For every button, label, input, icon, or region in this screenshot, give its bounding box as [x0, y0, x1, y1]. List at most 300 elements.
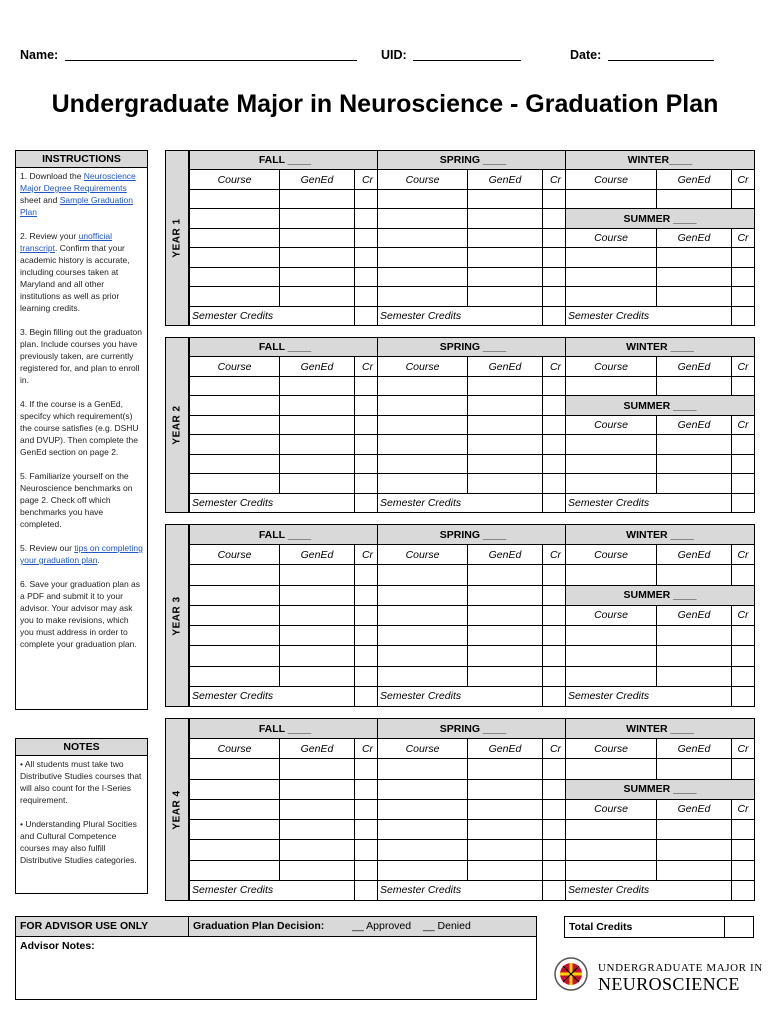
instruction-step-3: 3. Begin filling out the graduaton plan. Include courses you have previously taken, are currently registered for, and plan to enroll in.: [20, 327, 142, 385]
gened-cell[interactable]: [468, 820, 543, 840]
gened-cell[interactable]: [468, 248, 543, 267]
cr-column-header: Cr: [543, 170, 569, 189]
gened-cell[interactable]: [468, 189, 543, 208]
course-column-header: Course: [566, 739, 657, 759]
credit-cell[interactable]: [732, 565, 755, 585]
semester-credits-label: Semester Credits: [566, 493, 732, 512]
denied-option[interactable]: __ Denied: [422, 920, 471, 932]
tips-link[interactable]: tips on completing your graduation plan: [20, 543, 143, 565]
course-row: [190, 396, 381, 415]
course-cell[interactable]: [190, 565, 280, 585]
credit-cell[interactable]: [732, 860, 755, 880]
course-cell[interactable]: [190, 860, 280, 880]
year-label-text: YEAR 3: [171, 595, 183, 636]
semester-credits-label: Semester Credits: [378, 306, 543, 325]
course-row: [378, 435, 569, 454]
semester-credits-label: Semester Credits: [378, 493, 543, 512]
course-row: [190, 267, 381, 286]
course-column-header: Course: [190, 545, 280, 565]
course-cell[interactable]: [566, 646, 657, 666]
gened-column-header: GenEd: [468, 170, 543, 189]
note-1: • All students must take two Distributive Studies courses that will also count for the I-Series requirement.: [20, 759, 142, 805]
course-cell[interactable]: [190, 287, 280, 306]
gened-cell[interactable]: [657, 840, 732, 860]
fall-semester-table: [189, 150, 381, 326]
course-row: [190, 248, 381, 267]
credit-cell[interactable]: [732, 189, 755, 208]
course-cell[interactable]: [378, 376, 468, 395]
course-cell[interactable]: [378, 860, 468, 880]
summer-header: SUMMER ____: [566, 779, 755, 799]
course-cell[interactable]: [378, 820, 468, 840]
gened-cell[interactable]: [468, 415, 543, 434]
course-cell[interactable]: [566, 267, 657, 286]
course-cell[interactable]: [190, 646, 280, 666]
course-cell[interactable]: [190, 189, 280, 208]
page-title: Undergraduate Major in Neuroscience - Graduation Plan: [51, 90, 719, 118]
course-row: [378, 474, 569, 493]
gened-cell[interactable]: [280, 376, 355, 395]
winter-summer-table: [565, 718, 755, 901]
instruction-step-5a: 5. Familiarize yourself on the Neuroscience benchmarks on page 2. Check off which benchmarks you have completed.: [20, 471, 133, 529]
credit-cell[interactable]: [732, 820, 755, 840]
gened-cell[interactable]: [280, 287, 355, 306]
semester-credits-label: Semester Credits: [566, 880, 732, 900]
notes-heading: NOTES: [16, 739, 147, 756]
credit-cell[interactable]: [732, 267, 755, 286]
course-cell[interactable]: [190, 474, 280, 493]
semester-header: SPRING ____: [378, 719, 569, 739]
gened-cell[interactable]: [280, 228, 355, 247]
gened-cell[interactable]: [468, 209, 543, 228]
transcript-link[interactable]: unofficial transcript: [20, 231, 112, 253]
cr-column-header: Cr: [543, 739, 569, 759]
gened-cell[interactable]: [657, 565, 732, 585]
gened-column-header: GenEd: [468, 357, 543, 376]
course-column-header: Course: [190, 357, 280, 376]
credit-cell[interactable]: [732, 666, 755, 686]
course-cell[interactable]: [566, 189, 657, 208]
course-row: [190, 626, 381, 646]
course-cell[interactable]: [378, 287, 468, 306]
winter-header: WINTER ____: [566, 338, 755, 357]
gened-cell[interactable]: [468, 228, 543, 247]
cr-column-header: Cr: [355, 170, 381, 189]
total-credits-label: Total Credits: [565, 917, 725, 937]
course-cell[interactable]: [378, 840, 468, 860]
gened-cell[interactable]: [468, 585, 543, 605]
gened-cell[interactable]: [468, 454, 543, 473]
spring-semester-table: [377, 337, 569, 513]
credit-cell[interactable]: [732, 435, 755, 454]
credit-cell[interactable]: [732, 474, 755, 493]
gened-cell[interactable]: [468, 435, 543, 454]
semester-header: FALL ____: [190, 151, 381, 170]
gened-cell[interactable]: [468, 666, 543, 686]
winter-summer-table: [565, 524, 755, 707]
course-row: [190, 860, 381, 880]
course-cell[interactable]: [378, 799, 468, 819]
year-label-3: [165, 524, 189, 707]
gened-cell[interactable]: [280, 189, 355, 208]
course-cell[interactable]: [566, 820, 657, 840]
course-cell[interactable]: [378, 565, 468, 585]
course-row: [378, 840, 569, 860]
semester-credits-label: Semester Credits: [566, 686, 732, 706]
course-row: [190, 415, 381, 434]
uid-label: UID:: [381, 48, 407, 62]
course-cell[interactable]: [378, 474, 468, 493]
gened-cell[interactable]: [468, 376, 543, 395]
semester-credits-label: Semester Credits: [190, 686, 355, 706]
semester-credits-label: Semester Credits: [378, 880, 543, 900]
course-row: [378, 248, 569, 267]
summer-header: SUMMER ____: [566, 396, 755, 415]
gened-cell[interactable]: [657, 287, 732, 306]
gened-cell[interactable]: [280, 646, 355, 666]
course-cell[interactable]: [378, 396, 468, 415]
course-cell[interactable]: [566, 474, 657, 493]
gened-column-header: GenEd: [280, 739, 355, 759]
gened-cell[interactable]: [468, 287, 543, 306]
credit-cell[interactable]: [732, 646, 755, 666]
gened-cell[interactable]: [468, 799, 543, 819]
semester-credits-label: Semester Credits: [190, 493, 355, 512]
course-cell[interactable]: [378, 228, 468, 247]
spring-semester-table: [377, 150, 569, 326]
course-cell[interactable]: [190, 435, 280, 454]
logo-line-2: NEUROSCIENCE: [598, 974, 740, 994]
gened-column-header: GenEd: [657, 170, 732, 189]
gened-cell[interactable]: [280, 840, 355, 860]
course-cell[interactable]: [566, 759, 657, 779]
gened-cell[interactable]: [468, 840, 543, 860]
credit-cell[interactable]: [732, 454, 755, 473]
approved-option[interactable]: __ Approved: [352, 920, 412, 932]
gened-cell[interactable]: [657, 626, 732, 646]
course-cell[interactable]: [566, 376, 657, 395]
gened-cell[interactable]: [280, 820, 355, 840]
credit-cell[interactable]: [732, 376, 755, 395]
course-column-header: Course: [566, 545, 657, 565]
course-cell[interactable]: [566, 860, 657, 880]
gened-cell[interactable]: [657, 759, 732, 779]
course-cell[interactable]: [378, 605, 468, 625]
total-credits-value[interactable]: [725, 917, 753, 937]
course-cell[interactable]: [190, 820, 280, 840]
course-cell[interactable]: [566, 435, 657, 454]
course-cell[interactable]: [378, 779, 468, 799]
semester-credits-label: Semester Credits: [190, 880, 355, 900]
semester-header: FALL ____: [190, 719, 381, 739]
gened-cell[interactable]: [280, 779, 355, 799]
semester-credits-label: Semester Credits: [190, 306, 355, 325]
gened-cell[interactable]: [280, 435, 355, 454]
sample-plan-link[interactable]: Sample Graduation Plan: [20, 195, 133, 217]
course-row: [378, 189, 569, 208]
course-cell[interactable]: [566, 840, 657, 860]
gened-cell[interactable]: [657, 646, 732, 666]
course-cell[interactable]: [190, 396, 280, 415]
gened-cell[interactable]: [280, 454, 355, 473]
gened-column-header: GenEd: [280, 545, 355, 565]
course-cell[interactable]: [566, 287, 657, 306]
instruction-step-6: 6. Save your graduation plan as a PDF and submit it to your advisor. Your advisor may ask you to make revisions, which you must address in order to complete your graduation plan.: [20, 579, 141, 649]
cr-column-header: Cr: [355, 739, 381, 759]
gened-cell[interactable]: [657, 474, 732, 493]
cr-column-header: Cr: [732, 605, 755, 625]
gened-cell[interactable]: [657, 860, 732, 880]
course-row: [190, 759, 381, 779]
course-cell[interactable]: [190, 840, 280, 860]
year-label-1: [165, 150, 189, 326]
year-label-text: YEAR 2: [171, 405, 183, 445]
cr-column-header: Cr: [732, 415, 755, 434]
course-row: [378, 454, 569, 473]
gened-cell[interactable]: [280, 565, 355, 585]
course-column-header: Course: [378, 739, 468, 759]
course-row: [378, 799, 569, 819]
course-cell[interactable]: [378, 626, 468, 646]
course-row: [378, 396, 569, 415]
credit-cell[interactable]: [732, 287, 755, 306]
course-cell[interactable]: [378, 646, 468, 666]
name-label: Name:: [20, 48, 59, 62]
gened-cell[interactable]: [468, 626, 543, 646]
course-cell[interactable]: [190, 585, 280, 605]
gened-cell[interactable]: [280, 415, 355, 434]
gened-cell[interactable]: [468, 474, 543, 493]
gened-cell[interactable]: [468, 860, 543, 880]
course-row: [190, 209, 381, 228]
course-cell[interactable]: [190, 267, 280, 286]
course-column-header: Course: [378, 545, 468, 565]
note-2: • Understanding Plural Socities and Cultural Competence courses may also fulfill Distributive Studies categories.: [20, 819, 137, 865]
course-row: [378, 565, 569, 585]
gened-cell[interactable]: [657, 267, 732, 286]
course-cell[interactable]: [190, 799, 280, 819]
date-label: Date:: [570, 48, 602, 62]
advisor-heading: FOR ADVISOR USE ONLY: [16, 917, 189, 936]
gened-column-header: GenEd: [468, 739, 543, 759]
course-cell[interactable]: [190, 626, 280, 646]
semester-credits-label: Semester Credits: [378, 686, 543, 706]
course-row: [190, 474, 381, 493]
course-column-header: Course: [190, 739, 280, 759]
course-row: [378, 228, 569, 247]
semester-credits-value[interactable]: [732, 493, 755, 512]
advisor-panel: [15, 916, 537, 1000]
course-row: [190, 376, 381, 395]
course-column-header: Course: [566, 357, 657, 376]
decision-label: Graduation Plan Decision:: [193, 920, 325, 932]
gened-cell[interactable]: [657, 435, 732, 454]
cr-column-header: Cr: [732, 357, 755, 376]
gened-cell[interactable]: [280, 209, 355, 228]
summer-header: SUMMER ____: [566, 585, 755, 605]
course-row: [190, 585, 381, 605]
gened-column-header: GenEd: [280, 357, 355, 376]
semester-credits-label: Semester Credits: [566, 306, 732, 325]
course-cell[interactable]: [190, 454, 280, 473]
course-row: [190, 666, 381, 686]
course-column-header: Course: [378, 170, 468, 189]
course-row: [378, 415, 569, 434]
course-row: [190, 779, 381, 799]
gened-cell[interactable]: [280, 626, 355, 646]
course-cell[interactable]: [566, 565, 657, 585]
course-row: [378, 585, 569, 605]
winter-header: WINTER____: [566, 151, 755, 170]
course-row: [378, 820, 569, 840]
gened-cell[interactable]: [280, 248, 355, 267]
gened-column-header: GenEd: [657, 415, 732, 434]
semester-header: FALL ____: [190, 525, 381, 545]
gened-cell[interactable]: [280, 396, 355, 415]
course-cell[interactable]: [378, 666, 468, 686]
course-row: [378, 666, 569, 686]
fall-semester-table: [189, 718, 381, 901]
requirements-link[interactable]: Neuroscience Major Degree Requirements: [20, 171, 136, 193]
summer-header: SUMMER ____: [566, 209, 755, 228]
course-cell[interactable]: [190, 759, 280, 779]
gened-cell[interactable]: [468, 565, 543, 585]
course-cell[interactable]: [190, 666, 280, 686]
course-column-header: Course: [566, 228, 657, 247]
gened-cell[interactable]: [468, 396, 543, 415]
course-cell[interactable]: [378, 267, 468, 286]
gened-cell[interactable]: [657, 454, 732, 473]
course-row: [378, 376, 569, 395]
gened-cell[interactable]: [280, 799, 355, 819]
gened-cell[interactable]: [657, 248, 732, 267]
uid-field[interactable]: [381, 48, 521, 62]
university-seal-icon: [554, 954, 588, 994]
total-credits-box: [564, 916, 754, 938]
course-cell[interactable]: [190, 779, 280, 799]
semester-credits-value[interactable]: [732, 306, 755, 325]
course-cell[interactable]: [190, 248, 280, 267]
course-cell[interactable]: [190, 376, 280, 395]
course-cell[interactable]: [566, 454, 657, 473]
year-label-2: [165, 337, 189, 513]
instruction-step-5b: 5. Review our tips on completing your graduation plan.: [20, 543, 143, 565]
course-row: [190, 454, 381, 473]
cr-column-header: Cr: [732, 739, 755, 759]
semester-credits-value[interactable]: [732, 880, 755, 900]
credit-cell[interactable]: [732, 840, 755, 860]
course-cell[interactable]: [190, 228, 280, 247]
course-row: [378, 626, 569, 646]
instructions-panel: [15, 150, 148, 710]
winter-summer-table: [565, 337, 755, 513]
course-cell[interactable]: [378, 435, 468, 454]
course-column-header: Course: [378, 357, 468, 376]
gened-column-header: GenEd: [657, 605, 732, 625]
semester-header: SPRING ____: [378, 338, 569, 357]
course-column-header: Course: [566, 415, 657, 434]
gened-cell[interactable]: [657, 666, 732, 686]
cr-column-header: Cr: [543, 545, 569, 565]
date-field[interactable]: [570, 48, 714, 62]
course-cell[interactable]: [378, 585, 468, 605]
gened-cell[interactable]: [280, 474, 355, 493]
course-cell[interactable]: [566, 248, 657, 267]
course-row: [190, 189, 381, 208]
cr-column-header: Cr: [355, 545, 381, 565]
course-cell[interactable]: [378, 248, 468, 267]
gened-cell[interactable]: [468, 646, 543, 666]
gened-cell[interactable]: [657, 189, 732, 208]
credit-cell[interactable]: [732, 248, 755, 267]
course-cell[interactable]: [378, 415, 468, 434]
course-cell[interactable]: [378, 209, 468, 228]
course-cell[interactable]: [566, 666, 657, 686]
name-field[interactable]: [20, 48, 357, 62]
course-cell[interactable]: [378, 189, 468, 208]
credit-cell[interactable]: [732, 759, 755, 779]
cr-column-header: Cr: [732, 170, 755, 189]
gened-cell[interactable]: [280, 860, 355, 880]
gened-column-header: GenEd: [657, 799, 732, 819]
gened-column-header: GenEd: [468, 545, 543, 565]
gened-cell[interactable]: [280, 605, 355, 625]
gened-cell[interactable]: [468, 605, 543, 625]
gened-cell[interactable]: [468, 267, 543, 286]
gened-cell[interactable]: [280, 267, 355, 286]
spring-semester-table: [377, 718, 569, 901]
course-cell[interactable]: [378, 454, 468, 473]
course-row: [378, 646, 569, 666]
decision-row: [189, 917, 536, 936]
semester-header: FALL ____: [190, 338, 381, 357]
course-cell[interactable]: [566, 626, 657, 646]
course-row: [190, 228, 381, 247]
course-row: [190, 287, 381, 306]
fall-semester-table: [189, 337, 381, 513]
gened-cell[interactable]: [280, 585, 355, 605]
credit-cell[interactable]: [732, 626, 755, 646]
course-cell[interactable]: [190, 605, 280, 625]
course-row: [378, 287, 569, 306]
course-row: [190, 646, 381, 666]
cr-column-header: Cr: [732, 545, 755, 565]
gened-cell[interactable]: [468, 779, 543, 799]
semester-credits-value[interactable]: [732, 686, 755, 706]
cr-column-header: Cr: [732, 228, 755, 247]
course-row: [378, 267, 569, 286]
course-column-header: Course: [190, 170, 280, 189]
notes-panel: [15, 738, 148, 894]
gened-cell[interactable]: [657, 376, 732, 395]
instructions-heading: INSTRUCTIONS: [16, 151, 147, 168]
gened-cell[interactable]: [468, 759, 543, 779]
course-cell[interactable]: [190, 209, 280, 228]
cr-column-header: Cr: [355, 357, 381, 376]
winter-header: WINTER ____: [566, 525, 755, 545]
course-column-header: Course: [566, 799, 657, 819]
cr-column-header: Cr: [732, 799, 755, 819]
course-cell[interactable]: [190, 415, 280, 434]
gened-cell[interactable]: [280, 759, 355, 779]
course-cell[interactable]: [378, 759, 468, 779]
gened-cell[interactable]: [657, 820, 732, 840]
course-row: [378, 779, 569, 799]
gened-column-header: GenEd: [657, 545, 732, 565]
instructions-text: [16, 168, 147, 664]
gened-column-header: GenEd: [657, 357, 732, 376]
gened-cell[interactable]: [280, 666, 355, 686]
